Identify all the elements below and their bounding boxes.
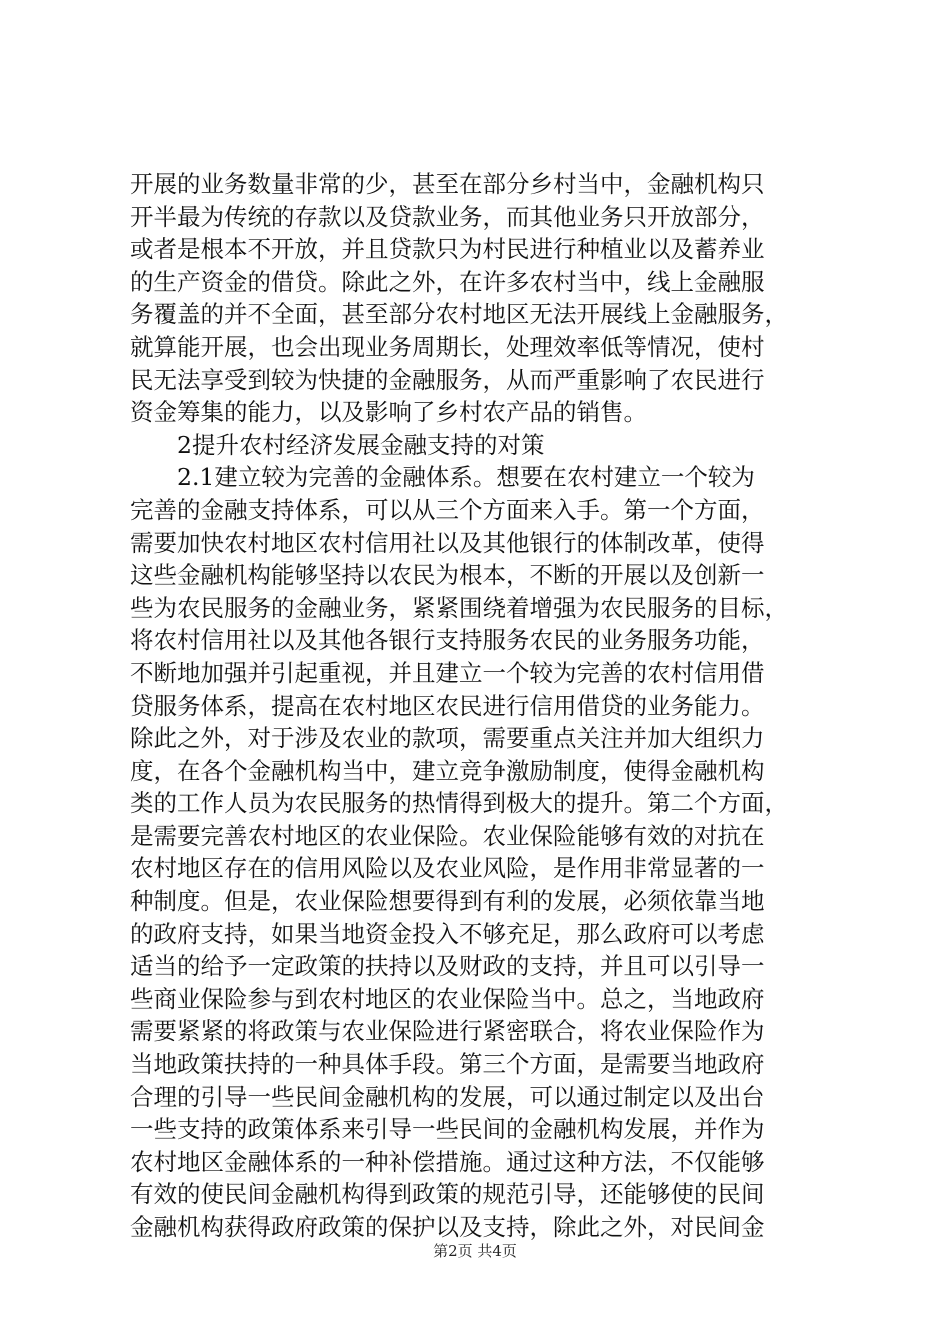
paragraph-line: 是需要完善农村地区的农业保险。农业保险能够有效的对抗在 [130,821,765,850]
paragraph-line: 有效的使民间金融机构得到政策的规范引导，还能够使的民间 [130,1180,765,1209]
paragraph-line: 合理的引导一些民间金融机构的发展，可以通过制定以及出台 [130,1082,765,1111]
paragraph-line: 完善的金融支持体系，可以从三个方面来入手。第一个方面， [130,495,765,524]
paragraph-line: 除此之外，对于涉及农业的款项，需要重点关注并加大组织力 [130,724,765,753]
paragraph-line: 资金筹集的能力，以及影响了乡村农产品的销售。 [130,398,647,427]
paragraph-line: 务覆盖的并不全面，甚至部分农村地区无法开展线上金融服务， [130,300,788,329]
paragraph-line: 农村地区金融体系的一种补偿措施。通过这种方法，不仅能够 [130,1147,765,1176]
paragraph-line: 不断地加强并引起重视，并且建立一个较为完善的农村信用借 [130,658,765,687]
paragraph-line: 这些金融机构能够坚持以农民为根本，不断的开展以及创新一 [130,561,765,590]
paragraph-line: 类的工作人员为农民服务的热情得到极大的提升。第二个方面， [130,789,788,818]
paragraph-line: 种制度。但是，农业保险想要得到有利的发展，必须依靠当地 [130,887,765,916]
paragraph-line: 需要紧紧的将政策与农业保险进行紧密联合，将农业保险作为 [130,1017,765,1046]
paragraph-line: 贷服务体系，提高在农村地区农民进行信用借贷的业务能力。 [130,691,765,720]
paragraph-line: 度，在各个金融机构当中，建立竞争激励制度，使得金融机构 [130,756,765,785]
paragraph-line: 开展的业务数量非常的少，甚至在部分乡村当中，金融机构只 [130,170,765,198]
paragraph-line: 的生产资金的借贷。除此之外，在许多农村当中，线上金融服 [130,267,765,296]
paragraph-line: 需要加快农村地区农村信用社以及其他银行的体制改革，使得 [130,528,765,557]
subsection-first-line: 2.1建立较为完善的金融体系。想要在农村建立一个较为 [177,463,755,492]
paragraph-line: 当地政策扶持的一种具体手段。第三个方面，是需要当地政府 [130,1050,765,1079]
body-text [130,168,830,1244]
paragraph-line: 金融机构获得政府政策的保护以及支持，除此之外，对民间金 [130,1213,765,1241]
paragraph-line: 些为农民服务的金融业务，紧紧围绕着增强为农民服务的目标， [130,593,788,622]
section-heading: 2提升农村经济发展金融支持的对策 [177,430,545,459]
paragraph-line: 就算能开展，也会出现业务周期长，处理效率低等情况，使村 [130,332,765,361]
paragraph-line: 的政府支持，如果当地资金投入不够充足，那么政府可以考虑 [130,919,765,948]
paragraph-line: 或者是根本不开放，并且贷款只为村民进行种植业以及蓄养业 [130,235,765,264]
paragraph-line: 适当的给予一定政策的扶持以及财政的支持，并且可以引导一 [130,952,765,981]
paragraph-line: 些商业保险参与到农村地区的农业保险当中。总之，当地政府 [130,984,765,1013]
page-footer: 第2页 共4页 [433,1242,517,1260]
paragraph-line: 开半最为传统的存款以及贷款业务，而其他业务只开放部分， [130,202,765,231]
paragraph-line: 农村地区存在的信用风险以及农业风险，是作用非常显著的一 [130,854,765,883]
paragraph-line: 将农村信用社以及其他各银行支持服务农民的业务服务功能， [130,626,765,655]
paragraph-line: 一些支持的政策体系来引导一些民间的金融机构发展，并作为 [130,1115,765,1144]
paragraph-line: 民无法享受到较为快捷的金融服务，从而严重影响了农民进行 [130,365,765,394]
